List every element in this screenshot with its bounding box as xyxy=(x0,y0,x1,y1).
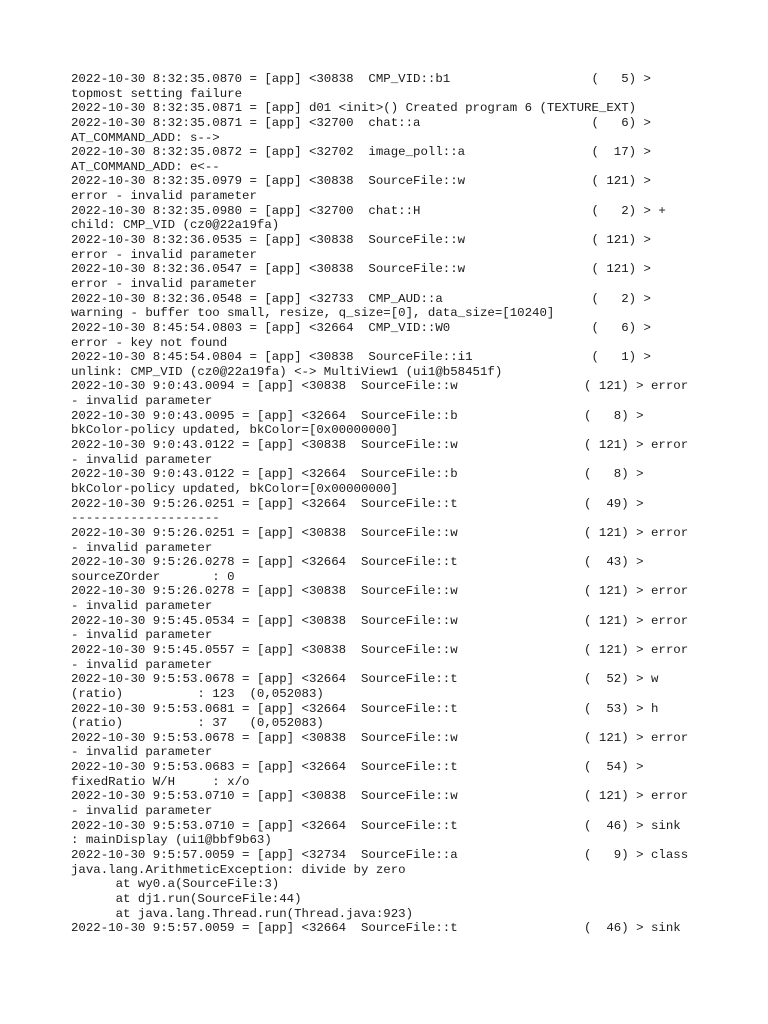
log-line: at wy0.a(SourceFile:3) xyxy=(71,877,280,892)
log-line: 2022-10-30 8:32:35.0871 = [app] <32700 chat::a ( 6) > xyxy=(71,115,651,130)
log-line: -------------------- xyxy=(71,511,220,526)
log-line: - invalid parameter xyxy=(71,599,213,614)
log-line: warning - buffer too small, resize, q_size=[0], data_size=[10240] xyxy=(71,306,555,321)
log-line: 2022-10-30 9:5:26.0251 = [app] <30838 SourceFile::w ( 121) > error xyxy=(71,525,689,540)
log-line: (ratio) : 123 (0,052083) xyxy=(71,686,324,701)
log-line: - invalid parameter xyxy=(71,657,213,672)
log-line: 2022-10-30 8:32:35.0979 = [app] <30838 SourceFile::w ( 121) > xyxy=(71,174,651,189)
log-line: 2022-10-30 8:32:35.0870 = [app] <30838 CMP_VID::b1 ( 5) > xyxy=(71,72,651,86)
log-line: 2022-10-30 9:0:43.0122 = [app] <32664 SourceFile::b ( 8) > xyxy=(71,467,644,482)
log-line: - invalid parameter xyxy=(71,628,213,643)
log-line: fixedRatio W/H : x/o xyxy=(71,774,250,789)
log-line: AT_COMMAND_ADD: e<-- xyxy=(71,159,220,174)
log-line: 2022-10-30 9:5:53.0678 = [app] <30838 SourceFile::w ( 121) > error xyxy=(71,730,689,745)
log-line: 2022-10-30 9:5:53.0678 = [app] <32664 SourceFile::t ( 52) > w xyxy=(71,672,659,687)
log-line: at java.lang.Thread.run(Thread.java:923) xyxy=(71,906,414,921)
log-line: (ratio) : 37 (0,052083) xyxy=(71,716,324,731)
log-line: 2022-10-30 8:45:54.0803 = [app] <32664 CMP_VID::W0 ( 6) > xyxy=(71,320,651,335)
log-line: topmost setting failure xyxy=(71,86,243,101)
log-line: error - key not found xyxy=(71,335,228,350)
log-line: 2022-10-30 9:5:57.0059 = [app] <32734 SourceFile::a ( 9) > class xyxy=(71,847,689,862)
log-line: 2022-10-30 9:5:53.0710 = [app] <30838 SourceFile::w ( 121) > error xyxy=(71,789,689,804)
log-line: 2022-10-30 9:5:53.0683 = [app] <32664 SourceFile::t ( 54) > xyxy=(71,760,644,775)
log-line: 2022-10-30 9:5:26.0278 = [app] <32664 SourceFile::t ( 43) > xyxy=(71,555,644,570)
log-line: - invalid parameter xyxy=(71,804,213,819)
log-line: : mainDisplay (ui1@bbf9b63) xyxy=(71,833,272,848)
log-text xyxy=(71,72,761,936)
log-line: 2022-10-30 8:32:35.0872 = [app] <32702 image_poll::a ( 17) > xyxy=(71,145,651,160)
log-line: java.lang.ArithmeticException: divide by zero xyxy=(71,862,406,877)
log-line: - invalid parameter xyxy=(71,394,213,409)
log-line: at dj1.run(SourceFile:44) xyxy=(71,891,302,906)
log-line: error - invalid parameter xyxy=(71,247,257,262)
log-line: 2022-10-30 9:5:45.0557 = [app] <30838 SourceFile::w ( 121) > error xyxy=(71,642,689,657)
log-line: 2022-10-30 9:5:53.0681 = [app] <32664 SourceFile::t ( 53) > h xyxy=(71,701,659,716)
log-line: 2022-10-30 9:5:26.0278 = [app] <30838 SourceFile::w ( 121) > error xyxy=(71,584,689,599)
log-line: bkColor-policy updated, bkColor=[0x00000000] xyxy=(71,423,399,438)
log-line: 2022-10-30 8:32:36.0535 = [app] <30838 SourceFile::w ( 121) > xyxy=(71,233,651,248)
log-line: error - invalid parameter xyxy=(71,276,257,291)
log-line: - invalid parameter xyxy=(71,452,213,467)
log-line: 2022-10-30 8:32:35.0980 = [app] <32700 chat::H ( 2) > + xyxy=(71,203,666,218)
log-line: 2022-10-30 9:0:43.0122 = [app] <30838 SourceFile::w ( 121) > error xyxy=(71,438,689,453)
log-line: 2022-10-30 9:0:43.0095 = [app] <32664 SourceFile::b ( 8) > xyxy=(71,408,644,423)
log-line: 2022-10-30 9:5:45.0534 = [app] <30838 SourceFile::w ( 121) > error xyxy=(71,613,689,628)
log-line: 2022-10-30 8:45:54.0804 = [app] <30838 SourceFile::i1 ( 1) > xyxy=(71,350,651,365)
log-line: sourceZOrder : 0 xyxy=(71,569,235,584)
log-line: 2022-10-30 8:32:35.0871 = [app] d01 <init>() Created program 6 (TEXTURE_EXT) xyxy=(71,101,637,116)
log-line: 2022-10-30 8:32:36.0547 = [app] <30838 SourceFile::w ( 121) > xyxy=(71,262,651,277)
log-line: 2022-10-30 9:5:53.0710 = [app] <32664 SourceFile::t ( 46) > sink xyxy=(71,818,681,833)
log-line: unlink: CMP_VID (cz0@22a19fa) <-> MultiView1 (ui1@b58451f) xyxy=(71,364,503,379)
log-line: 2022-10-30 9:5:57.0059 = [app] <32664 SourceFile::t ( 46) > sink xyxy=(71,921,681,936)
log-line: - invalid parameter xyxy=(71,745,213,760)
log-line: child: CMP_VID (cz0@22a19fa) xyxy=(71,218,280,233)
log-line: AT_COMMAND_ADD: s--> xyxy=(71,130,220,145)
log-line: 2022-10-30 9:5:26.0251 = [app] <32664 SourceFile::t ( 49) > xyxy=(71,496,644,511)
log-line: 2022-10-30 9:0:43.0094 = [app] <30838 SourceFile::w ( 121) > error xyxy=(71,379,689,394)
log-line: - invalid parameter xyxy=(71,540,213,555)
log-line: bkColor-policy updated, bkColor=[0x00000000] xyxy=(71,481,399,496)
log-line: 2022-10-30 8:32:36.0548 = [app] <32733 CMP_AUD::a ( 2) > xyxy=(71,291,651,306)
log-line: error - invalid parameter xyxy=(71,189,257,204)
